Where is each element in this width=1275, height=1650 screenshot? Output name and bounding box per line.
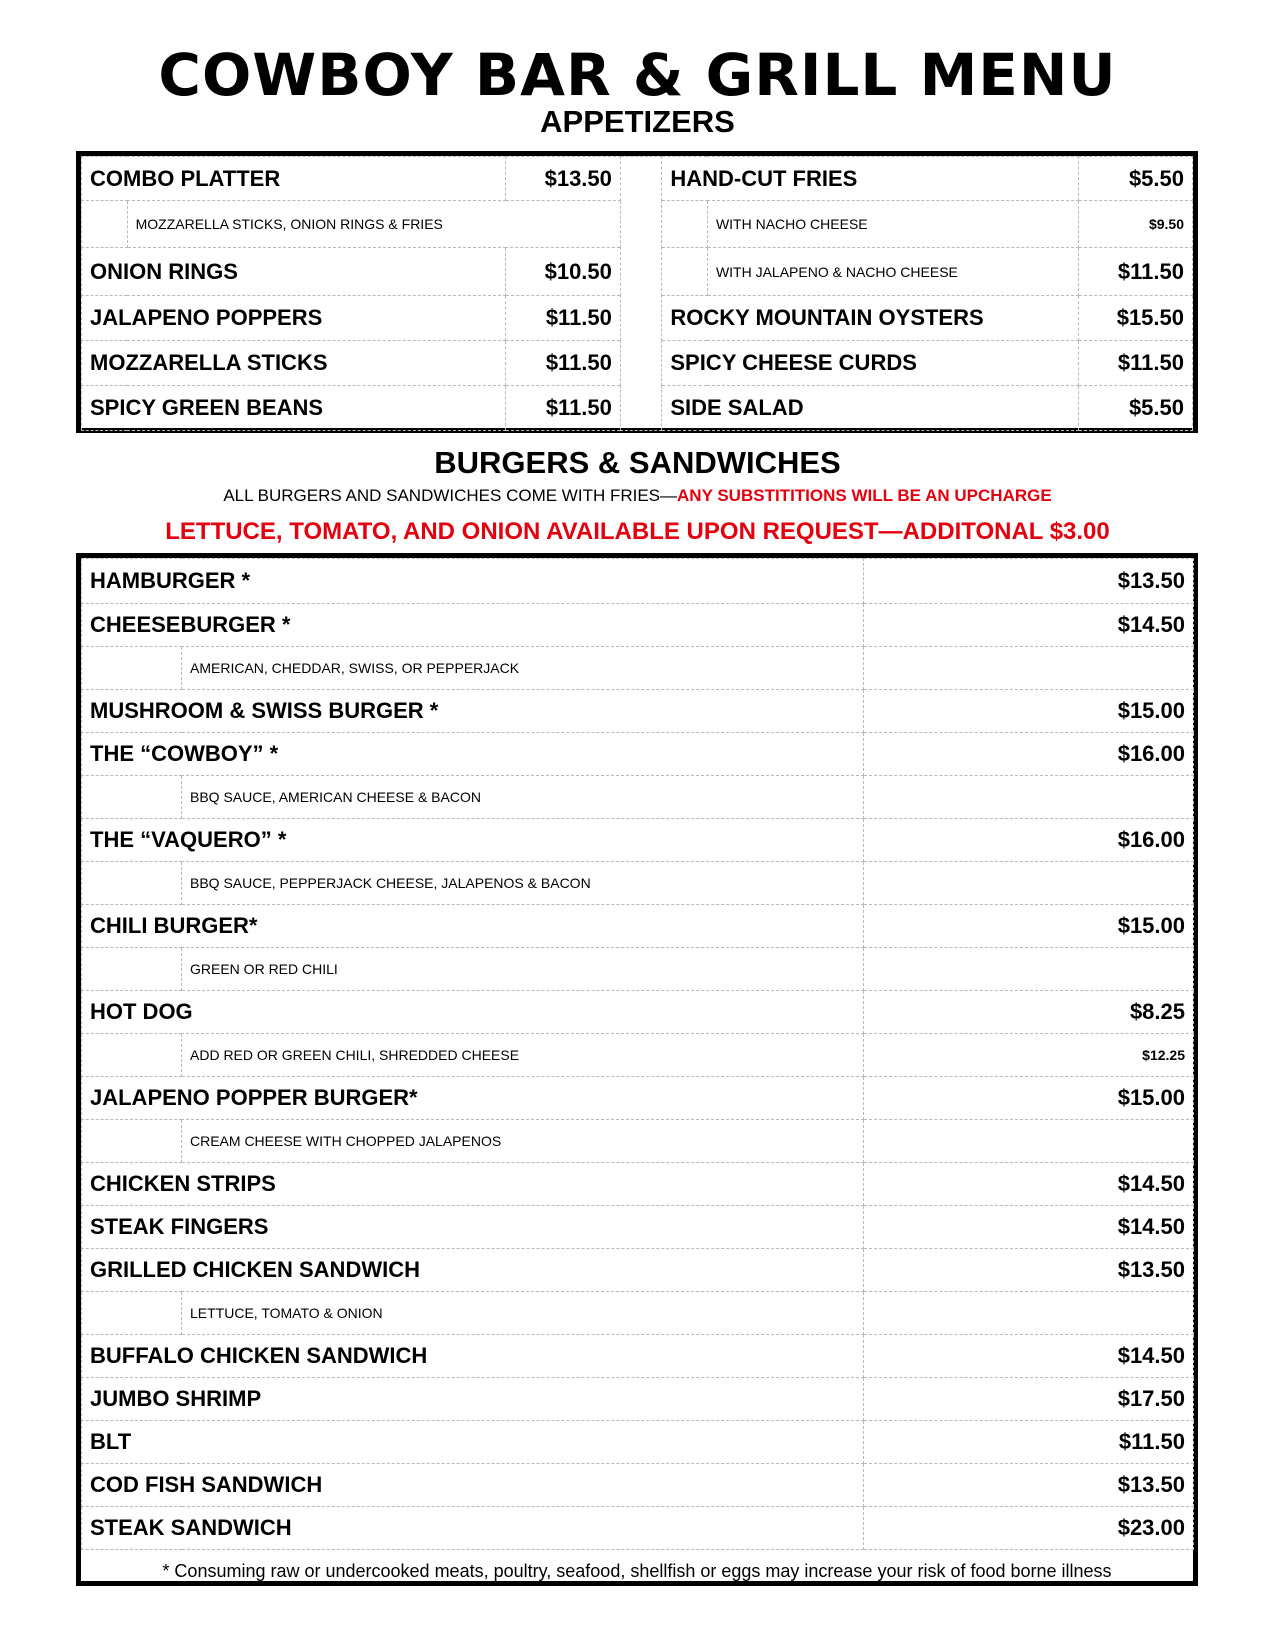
menu-item-row (82, 1206, 1194, 1249)
description-price (864, 1292, 1194, 1335)
item-description: BBQ SAUCE, PEPPERJACK CHEESE, JALAPENOS & BACON (182, 862, 864, 905)
menu-item-row (82, 819, 1194, 862)
item-name: THE “VAQUERO” * (82, 819, 864, 862)
item-price: $8.25 (864, 991, 1194, 1034)
item-price: $15.00 (864, 905, 1194, 948)
item-description: BBQ SAUCE, AMERICAN CHEESE & BACON (182, 776, 864, 819)
item-name: ROCKY MOUNTAIN OYSTERS (662, 296, 1079, 341)
item-description: AMERICAN, CHEDDAR, SWISS, OR PEPPERJACK (182, 647, 864, 690)
burgers-heading: BURGERS & SANDWICHES (434, 445, 841, 480)
indent-cell (82, 776, 182, 819)
burgers-table (76, 553, 1198, 1586)
indent-cell (82, 1034, 182, 1077)
item-price: $11.50 (505, 386, 620, 431)
item-name: CHEESEBURGER * (82, 604, 864, 647)
food-safety-disclaimer: * Consuming raw or undercooked meats, poultry, seafood, shellfish or eggs may increase your risk of food borne illness (162, 1561, 1112, 1581)
menu-item-row (82, 1507, 1194, 1550)
description-price (864, 776, 1194, 819)
item-name: GRILLED CHICKEN SANDWICH (82, 1249, 864, 1292)
item-name: MOZZARELLA STICKS (82, 341, 506, 386)
item-description-row (82, 1292, 1194, 1335)
item-name: JALAPENO POPPERS (82, 296, 506, 341)
indent-cell (82, 1120, 182, 1163)
item-description: LETTUCE, TOMATO & ONION (182, 1292, 864, 1335)
menu-item-row (82, 559, 1194, 604)
menu-item-row (82, 1421, 1194, 1464)
item-price: $13.50 (864, 1464, 1194, 1507)
item-description-row (82, 776, 1194, 819)
item-name: BUFFALO CHICKEN SANDWICH (82, 1335, 864, 1378)
item-price: $13.50 (864, 559, 1194, 604)
item-name: ONION RINGS (82, 248, 506, 296)
item-price: $11.50 (864, 1421, 1194, 1464)
menu-title: COWBOY BAR & GRILL MENU (158, 41, 1117, 109)
item-name: COMBO PLATTER (82, 157, 506, 201)
option-label: WITH NACHO CHEESE (707, 201, 1078, 248)
menu-item-row (82, 1249, 1194, 1292)
item-price: $13.50 (864, 1249, 1194, 1292)
item-price: $11.50 (505, 296, 620, 341)
item-price: $5.50 (1078, 157, 1192, 201)
item-price: $15.50 (1078, 296, 1192, 341)
menu-item-row (82, 1077, 1194, 1120)
description-price (864, 647, 1194, 690)
item-price: $11.50 (1078, 341, 1192, 386)
item-name: STEAK SANDWICH (82, 1507, 864, 1550)
item-price: $17.50 (864, 1378, 1194, 1421)
item-name: HOT DOG (82, 991, 864, 1034)
item-name: CHICKEN STRIPS (82, 1163, 864, 1206)
fries-note (0, 486, 1275, 506)
item-name: THE “COWBOY” * (82, 733, 864, 776)
menu-item-row (82, 604, 1194, 647)
indent-cell (82, 862, 182, 905)
item-price: $14.50 (864, 1163, 1194, 1206)
item-description-row (82, 948, 1194, 991)
menu-item-row (82, 905, 1194, 948)
menu-item-row (82, 690, 1194, 733)
item-price: $14.50 (864, 1335, 1194, 1378)
item-description: GREEN OR RED CHILI (182, 948, 864, 991)
item-name: SPICY GREEN BEANS (82, 386, 506, 431)
menu-item-row (82, 1378, 1194, 1421)
item-description-row (82, 1034, 1194, 1077)
item-name: COD FISH SANDWICH (82, 1464, 864, 1507)
appetizer-row (82, 157, 1193, 201)
column-divider (620, 157, 661, 431)
indent-cell (82, 647, 182, 690)
appetizers-table (76, 151, 1198, 433)
indent-cell (82, 1292, 182, 1335)
appetizers-heading: APPETIZERS (540, 104, 735, 139)
fries-note-text: ALL BURGERS AND SANDWICHES COME WITH FRIES— (223, 486, 678, 505)
option-price: $9.50 (1078, 201, 1192, 248)
upcharge-note: ANY SUBSTITITIONS WILL BE AN UPCHARGE (677, 486, 1052, 505)
request-note: LETTUCE, TOMATO, AND ONION AVAILABLE UPON REQUEST—ADDITONAL $3.00 (165, 518, 1110, 545)
item-name: JALAPENO POPPER BURGER* (82, 1077, 864, 1120)
indent-cell (82, 201, 128, 248)
menu-item-row (82, 733, 1194, 776)
menu-item-row (82, 1335, 1194, 1378)
item-price: $13.50 (505, 157, 620, 201)
item-name: STEAK FINGERS (82, 1206, 864, 1249)
menu-item-row (82, 991, 1194, 1034)
item-price: $15.00 (864, 1077, 1194, 1120)
item-name: MUSHROOM & SWISS BURGER * (82, 690, 864, 733)
item-price: $15.00 (864, 690, 1194, 733)
item-price: $10.50 (505, 248, 620, 296)
item-description: MOZZARELLA STICKS, ONION RINGS & FRIES (127, 201, 620, 248)
description-price (864, 1120, 1194, 1163)
item-name: HAMBURGER * (82, 559, 864, 604)
item-name: CHILI BURGER* (82, 905, 864, 948)
menu-item-row (82, 1163, 1194, 1206)
menu-item-row (82, 1464, 1194, 1507)
option-label: WITH JALAPENO & NACHO CHEESE (707, 248, 1078, 296)
description-price (864, 862, 1194, 905)
item-price: $5.50 (1078, 386, 1192, 431)
item-price: $14.50 (864, 604, 1194, 647)
item-description-row (82, 862, 1194, 905)
item-name: SIDE SALAD (662, 386, 1079, 431)
item-description: ADD RED OR GREEN CHILI, SHREDDED CHEESE (182, 1034, 864, 1077)
item-price: $23.00 (864, 1507, 1194, 1550)
option-price: $11.50 (1078, 248, 1192, 296)
item-price: $11.50 (505, 341, 620, 386)
item-description: CREAM CHEESE WITH CHOPPED JALAPENOS (182, 1120, 864, 1163)
item-name: SPICY CHEESE CURDS (662, 341, 1079, 386)
indent-cell (82, 948, 182, 991)
description-price (864, 948, 1194, 991)
item-description-row (82, 1120, 1194, 1163)
item-name: JUMBO SHRIMP (82, 1378, 864, 1421)
indent-cell (662, 248, 708, 296)
indent-cell (662, 201, 708, 248)
burger-list (82, 559, 1194, 1550)
item-price: $14.50 (864, 1206, 1194, 1249)
item-price: $16.00 (864, 733, 1194, 776)
item-price: $16.00 (864, 819, 1194, 862)
item-name: HAND-CUT FRIES (662, 157, 1079, 201)
item-name: BLT (82, 1421, 864, 1464)
item-description-row (82, 647, 1194, 690)
description-price: $12.25 (864, 1034, 1194, 1077)
